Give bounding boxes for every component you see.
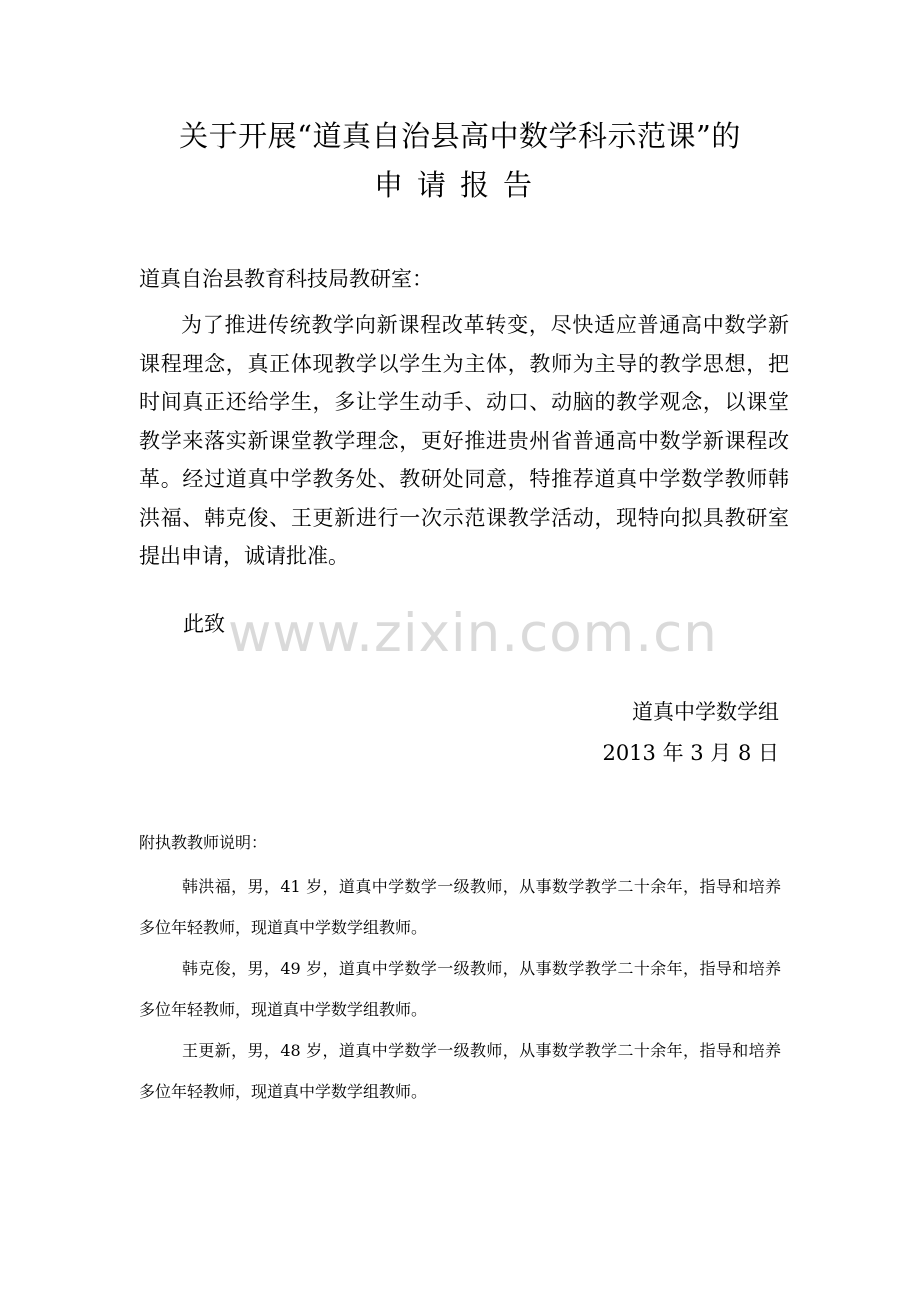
signature: 道真中学数学组 (632, 700, 779, 724)
closing-salutation: 此致 (183, 612, 225, 636)
watermark: www.zixin.com.cn (228, 603, 718, 664)
body-paragraph: 为了推进传统教学向新课程改革转变，尽快适应普通高中数学新课程理念，真正体现教学以学生为主体，教师为主导的教学思想，把时间真正还给学生，多让学生动手、动口、动脑的教学观念，以课堂教学来落实新课堂教学理念，更好推进贵州省普通高中数学新课程改革。经过道真中学教务处、教研处同意，特推荐道真中学数学教师韩洪福、韩克俊、王更新进行一次示范课教学活动，现特向拟具教研室提出申请，诚请批准。 (139, 313, 789, 568)
document-title: 关于开展“道真自治县高中数学科示范课”的 (179, 119, 741, 153)
teacher-description: 韩克俊，男，49 岁，道真中学数学一级教师，从事数学教学二十余年，指导和培养多位年轻教师，现道真中学数学组教师。 (139, 959, 781, 1019)
document-subtitle: 申请报告 (373, 168, 546, 202)
appendix-title: 附执教教师说明： (139, 833, 268, 852)
teacher-description: 韩洪福，男，41 岁，道真中学数学一级教师，从事数学教学二十余年，指导和培养多位年轻教师，现道真中学数学组教师。 (139, 877, 781, 937)
document-date: 2013 年 3 月 8 日 (602, 741, 779, 765)
addressee: 道真自治县教育科技局教研室： (139, 267, 433, 291)
teacher-description: 王更新，男，48 岁，道真中学数学一级教师，从事数学教学二十余年，指导和培养多位年轻教师，现道真中学数学组教师。 (139, 1041, 781, 1101)
